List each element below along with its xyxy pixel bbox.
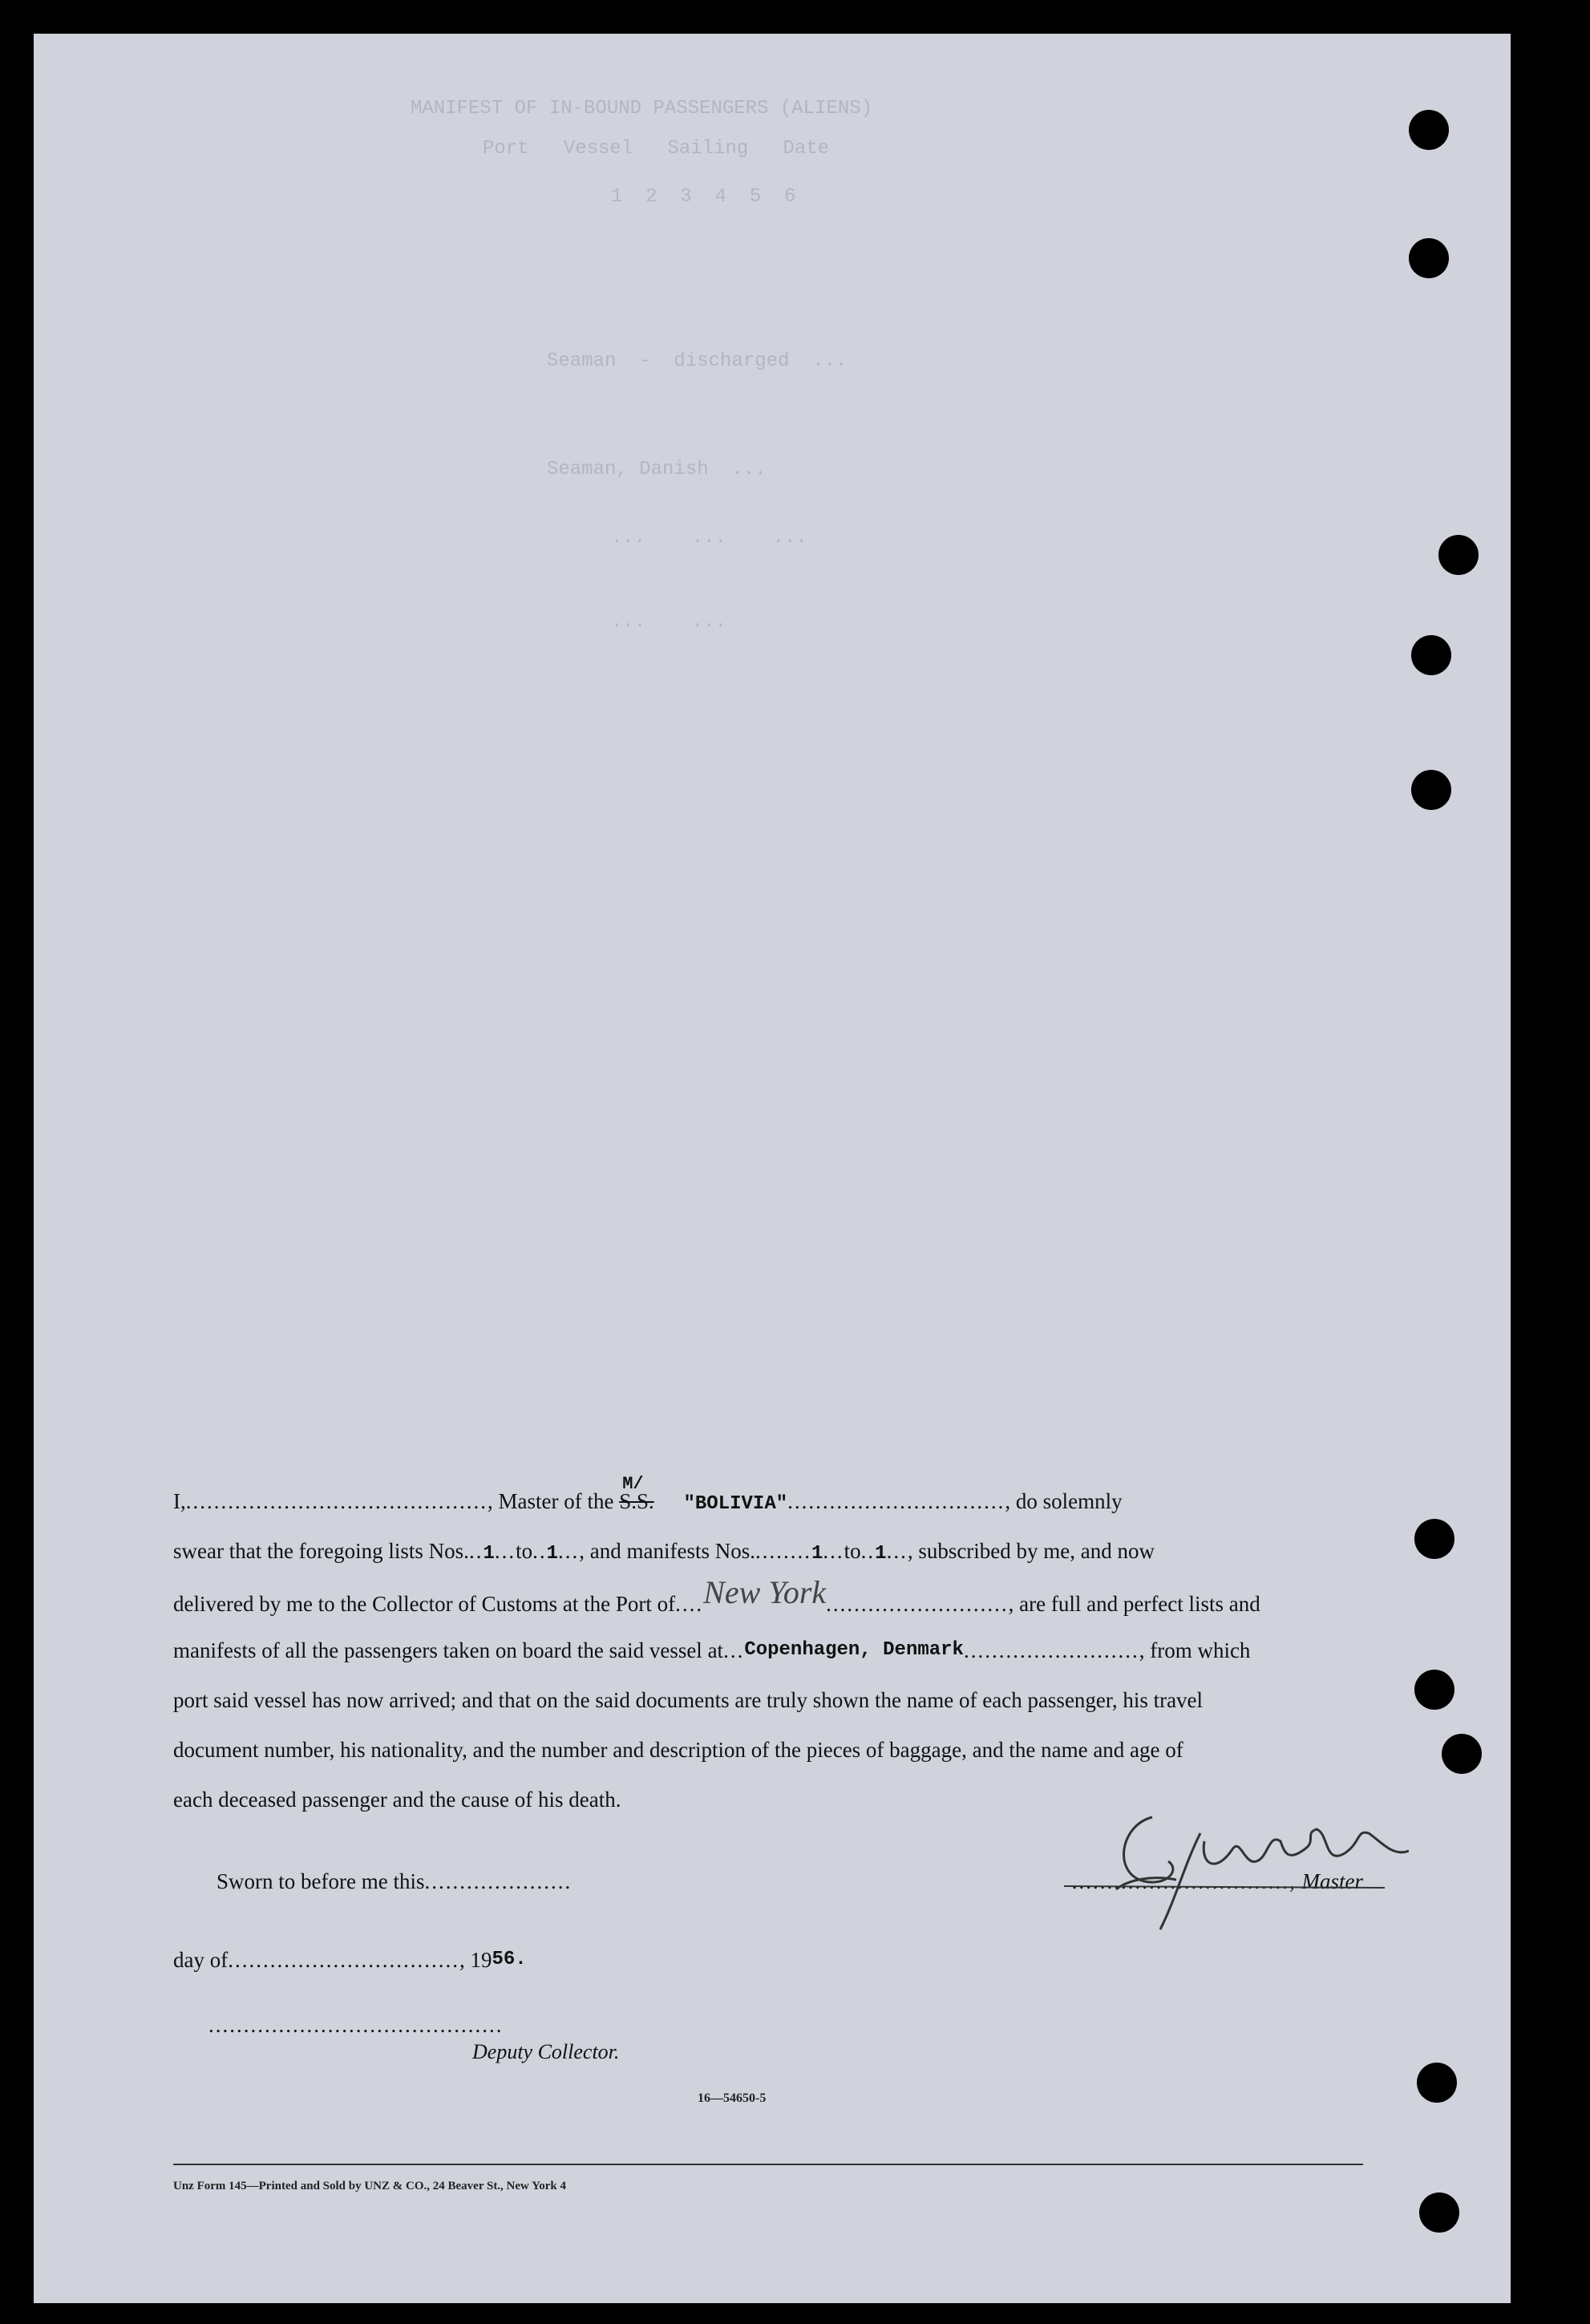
printer-footer: Unz Form 145—Printed and Sold by UNZ & CO., 24 Beaver St., New York 4 [173,2180,566,2192]
punch-hole [1409,238,1449,278]
oath-line-1: I,..........................................., Master of the S.S. M/ "BOLIVIA"..............................., do solemnly [173,1485,1363,1520]
punch-hole [1417,2063,1457,2103]
punch-hole [1409,110,1449,150]
punch-hole [1411,770,1451,810]
punch-hole [1411,635,1451,675]
oath-line-5: port said vessel has now arrived; and that on the said documents are truly shown the name of each passenger, his travel [173,1688,1204,1712]
deputy-collector-label: Deputy Collector. [472,2040,620,2063]
oath-line-6: document number, his nationality, and the number and description of the pieces of baggage, and the name and age of [173,1738,1183,1762]
oath-line-4: manifests of all the passengers taken on board the said vessel at...Copenhagen, Denmark........................., from which [173,1638,1251,1662]
punch-hole [1442,1734,1482,1774]
origin-port: Copenhagen, Denmark [744,1639,964,1661]
deputy-dots: .......................................... [208,2013,504,2037]
punch-hole [1414,1519,1454,1559]
manifest-from: 1 [811,1543,823,1565]
bleed-through-text: ... ... [611,611,727,633]
document-page [34,34,1511,2303]
day-of-line: day of ................................. , 19 56. [173,1944,1363,1976]
form-number: 16—54650-5 [698,2091,767,2105]
vessel-name: "BOLIVIA" [683,1493,788,1515]
list-from: 1 [483,1543,495,1565]
oath-line-3: delivered by me to the Collector of Customs at the Port of....New York.........................., are full and perfect lists and [173,1574,1260,1616]
master-signature [1040,1785,1409,1937]
footer-rule [173,2164,1363,2165]
punch-hole [1419,2192,1459,2233]
manifest-to: 1 [875,1543,887,1565]
bleed-through-text: 1 2 3 4 5 6 [611,186,796,208]
vessel-type-overwrite: M/ [622,1474,644,1494]
bleed-through-text: Port Vessel Sailing Date [483,138,830,160]
bleed-through-text: Seaman - discharged ... [547,350,848,372]
oath-line-2: swear that the foregoing lists Nos...1...to..1..., and manifests Nos.........1...to..1..., subscribed by me, and now [173,1539,1155,1565]
bleed-through-text: MANIFEST OF IN-BOUND PASSENGERS (ALIENS) [411,98,873,119]
punch-hole [1438,535,1479,575]
bleed-through-text: Seaman, Danish ... [547,459,767,480]
list-to: 1 [546,1543,559,1565]
oath-line-7: each deceased passenger and the cause of his death. [173,1788,621,1812]
bleed-through-text: ... ... ... [611,527,807,549]
sworn-line: Sworn to before me this..................... ..............................., Master [173,1865,1363,1897]
year-suffix: 56. [492,1949,527,1970]
punch-hole [1414,1670,1454,1710]
port-handwritten: New York [703,1574,827,1610]
